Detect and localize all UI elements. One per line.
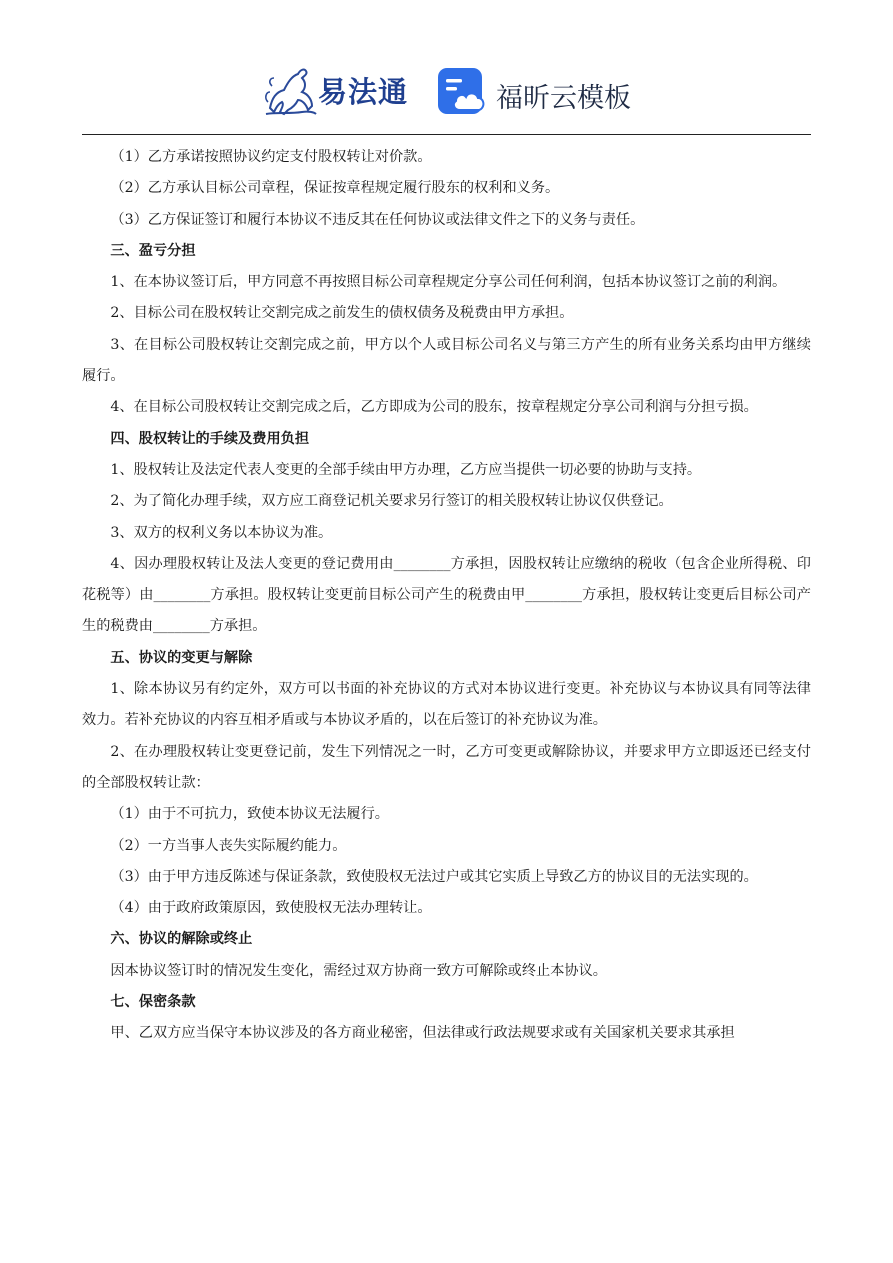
paragraph: （4）由于政府政策原因，致使股权无法办理转让。 (110, 900, 432, 917)
header-divider (82, 134, 811, 135)
paragraph: 4、因办理股权转让及法人变更的登记费用由________方承担，因股权转让应缴纳的税收（包含企业所得税、印花税等）由________方承担。股权转让变更前目标公司产生的税费由甲________方承担，股权转让变更后目标公司产生的税费由________方承担。 (82, 555, 811, 635)
paragraph: （1）乙方承诺按照协议约定支付股权转让对价款。 (110, 149, 432, 165)
section-heading: 六、协议的解除或终止 (110, 931, 253, 948)
paragraph: 1、在本协议签订后，甲方同意不再按照目标公司章程规定分享公司任何利润，包括本协议签订之前的利润。 (110, 274, 787, 291)
paragraph: 3、在目标公司股权转让交割完成之前，甲方以个人或目标公司名义与第三方产生的所有业务关系均由甲方继续履行。 (82, 336, 811, 385)
paragraph: （3）由于甲方违反陈述与保证条款，致使股权无法过户或其它实质上导致乙方的协议目的无法实现的。 (110, 868, 758, 885)
fuxin-logo (436, 66, 636, 120)
paragraph: 甲、乙双方应当保守本协议涉及的各方商业秘密，但法律或行政法规要求或有关国家机关要求其承担 (110, 1025, 735, 1042)
paragraph: 2、目标公司在股权转让交割完成之前发生的债权债务及税费由甲方承担。 (110, 305, 574, 322)
section-heading: 四、股权转让的手续及费用负担 (110, 430, 310, 447)
section-heading: 七、保密条款 (110, 994, 196, 1011)
document-body (82, 142, 811, 1050)
paragraph: 1、除本协议另有约定外，双方可以书面的补充协议的方式对本协议进行变更。补充协议与本协议具有同等法律效力。若补充协议的内容互相矛盾或与本协议矛盾的，以在后签订的补充协议为准。 (82, 681, 811, 729)
cloud-document-icon (436, 66, 488, 118)
yifatong-logo-text: 易法通 (318, 75, 409, 109)
section-heading: 五、协议的变更与解除 (110, 649, 253, 666)
paragraph: 1、股权转让及法定代表人变更的全部手续由甲方办理，乙方应当提供一切必要的协助与支持。 (110, 461, 702, 478)
paragraph: （2）乙方承认目标公司章程，保证按章程规定履行股东的权利和义务。 (110, 180, 560, 197)
section-heading: 三、盈亏分担 (110, 242, 196, 259)
paragraph: 2、为了简化办理手续，双方应工商登记机关要求另行签订的相关股权转让协议仅供登记。 (110, 493, 673, 510)
fuxin-logo-text: 福昕云模板 (496, 83, 631, 114)
paragraph: 因本协议签订时的情况发生变化，需经过双方协商一致方可解除或终止本协议。 (110, 962, 607, 979)
paragraph: （3）乙方保证签订和履行本协议不违反其在任何协议或法律文件之下的义务与责任。 (110, 211, 645, 228)
paragraph: （1）由于不可抗力，致使本协议无法履行。 (110, 806, 389, 823)
paragraph: （2）一方当事人丧失实际履约能力。 (110, 837, 347, 854)
yifatong-logo (262, 62, 412, 120)
page-header (0, 56, 893, 126)
paragraph: 4、在目标公司股权转让交割完成之后，乙方即成为公司的股东，按章程规定分享公司利润与分担亏损。 (110, 399, 758, 416)
paragraph: 2、在办理股权转让变更登记前，发生下列情况之一时，乙方可变更或解除协议，并要求甲方立即返还已经支付的全部股权转让款： (82, 743, 811, 791)
paragraph: 3、双方的权利义务以本协议为准。 (110, 524, 333, 541)
qilin-icon (262, 62, 318, 120)
